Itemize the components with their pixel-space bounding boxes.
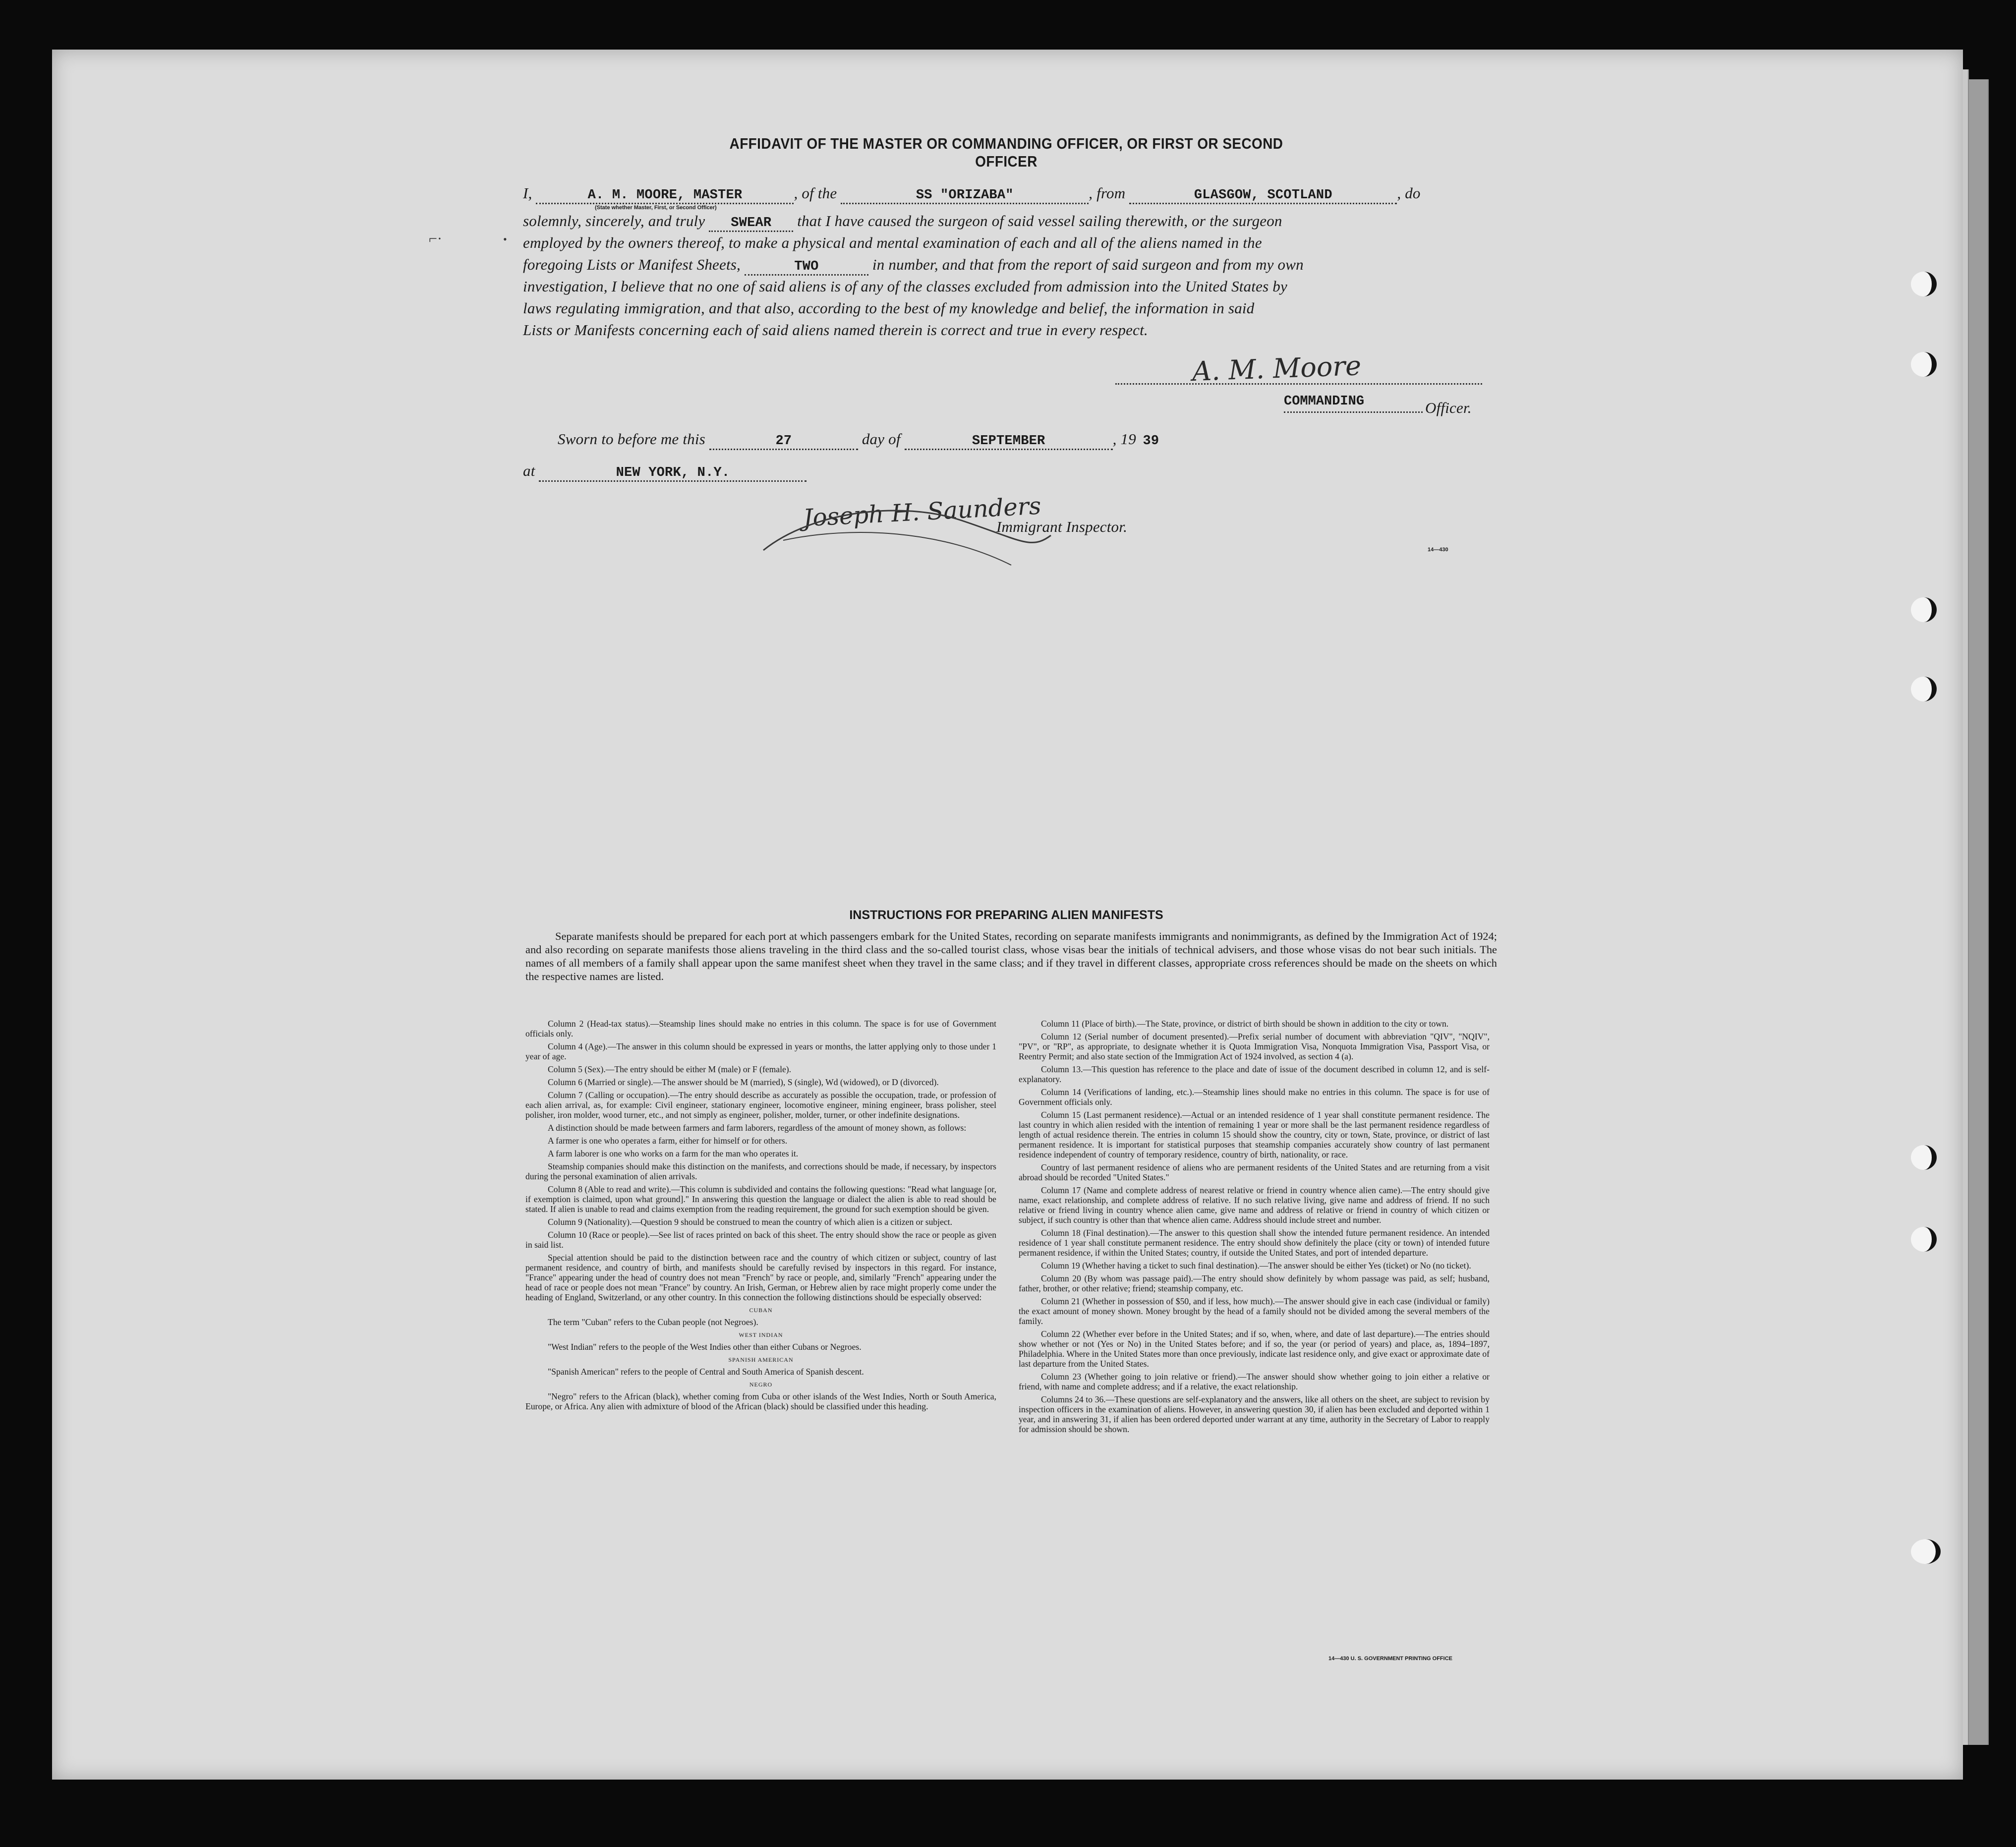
instruction-paragraph: Column 5 (Sex).—The entry should be either M (male) or F (female).: [548, 1064, 792, 1074]
spanish-american-heading: SPANISH AMERICAN: [728, 1356, 794, 1363]
text: solemnly, sincerely, and truly: [523, 212, 705, 230]
instruction-paragraph: Column 19 (Whether having a ticket to such final destination).—The answer should be either Yes (ticket) or No (no ticket).: [1041, 1261, 1471, 1270]
instruction-paragraph: Column 4 (Age).—The answer in this column should be expressed in years or months, the latter applying only to those under 1 year of age.: [525, 1041, 996, 1061]
text: , 19: [1112, 430, 1136, 448]
text: at: [523, 462, 535, 479]
instructions-intro: Separate manifests should be prepared for each port at which passengers embark for the United States, recording on separate manifests immigrants and nonimmigrants, as defined by the Immigration Act of 1924; and also recording on separate manifests those aliens traveling in the third class and the so-called tourist class, whose visas bear the initials of technical advisers, and those whose visas do not bear such initials. The names of all members of a family shall appear upon the same manifest sheet when they travel in the same class; and if they travel in different classes, appropriate cross references should be made on the sheets on which the respective names are listed.: [525, 930, 1497, 982]
sworn-place-field: NEW YORK, N.Y.: [539, 465, 806, 482]
text: I,: [523, 184, 532, 202]
affidavit-line-7: Lists or Manifests concerning each of said aliens named therein is correct and true in every respect.: [523, 321, 1148, 339]
negro-heading: NEGRO: [749, 1381, 773, 1388]
instruction-paragraph: Special attention should be paid to the distinction between race and the country of which citizen or subject, country of last permanent residence, and country of birth, and manifests should be carefully revised by inspectors in this regard. For instance, "France" appearing under the head of country does not mean "French" by race or people, and, similarly "French" appearing under the head of race or people does not mean "France" by country. An Irish, German, or Hebrew alien by race might properly come under the heading of England, Switzerland, or any other country. In this connection the following distinctions should be especially observed:: [525, 1253, 996, 1302]
instruction-paragraph: Columns 24 to 36.—These questions are self-explanatory and the answers, like all others on the sheet, are subject to revision by inspection officers in the examination of aliens. However, in answering question 30, if alien has been excluded and deported within 1 year, and in answering 31, if alien has been ordered deported under warrant at any time, authority in the Secretary of Labor to reapply for admission should be shown.: [1019, 1394, 1490, 1434]
instruction-paragraph: A distinction should be made between farmers and farm laborers, regardless of the amount of money shown, as follows:: [548, 1123, 967, 1133]
instruction-paragraph: Column 18 (Final destination).—The answer to this question shall show the intended future permanent residence. An intended residence of 1 year shall constitute permanent residence. The entry should show definitely the place (city or town) of intended future permanent residence, if within the United States; country, if outside the United States, and port of intended departure.: [1019, 1228, 1490, 1258]
master-signature: A. M. Moore: [1192, 350, 1362, 387]
text: , do: [1397, 184, 1421, 202]
cuban-heading: CUBAN: [749, 1307, 773, 1314]
instructions-left-column: [525, 1019, 996, 1414]
text: Sworn to before me this: [558, 430, 705, 448]
instruction-paragraph: Column 23 (Whether going to join relative or friend).—The answer should show whether going to join either a relative or friend, with name and complete address; and if a relative, the exact relationship.: [1019, 1372, 1490, 1391]
officer-word: Officer.: [1425, 399, 1472, 416]
binder-hole: [1911, 272, 1937, 296]
affidavit-line-1: [523, 184, 1421, 204]
instruction-paragraph: Column 20 (By whom was passage paid).—The entry should show definitely by whom passage was paid, as self; husband, father, brother, or other relative; friend; steamship company, etc.: [1019, 1273, 1490, 1293]
instruction-paragraph: Column 22 (Whether ever before in the United States; and if so, when, where, and date of last departure).—The entries should show whether or not (Yes or No) in the United States before; and if so, the year (or period of years) and place, as, 1894–1897, Philadelphia. Where in the United States more than once previously, indicate last residence only, and give exact or approximate date of last departure from the United States.: [1019, 1329, 1490, 1369]
text: foregoing Lists or Manifest Sheets,: [523, 256, 741, 273]
affidavit-line-4: [523, 256, 1304, 276]
instruction-paragraph: Column 8 (Able to read and write).—This column is subdivided and contains the following questions: "Read what language [or, if exemption is claimed, upon what ground]." In answering this question the language or dialect the alien is able to read should be stated. If alien is unable to read and claims exemption from the reading requirement, the ground for such exemption should be given.: [525, 1184, 996, 1214]
instruction-paragraph: Column 14 (Verifications of landing, etc.).—Steamship lines should make no entries in this column. The space is for use of Government officials only.: [1019, 1087, 1490, 1107]
sworn-place-line: [523, 462, 806, 482]
instruction-paragraph: Column 17 (Name and complete address of nearest relative or friend in country whence alien came).—The entry should give name, exact relationship, and complete address of relative. If no such relative living, give name and address of friend. If no such relative or friend living in country whence alien came, give name and address of relative or friend in country of which citizen or subject, if such country is other than that whence alien came. Address should include street and number.: [1019, 1185, 1490, 1225]
sheet-count-field: TWO: [745, 259, 868, 276]
sworn-year-field: 39: [1143, 434, 1159, 449]
binder-hole: [1911, 1227, 1937, 1252]
instruction-paragraph: Steamship companies should make this distinction on the manifests, and corrections should be made, if necessary, by inspectors during the personal examination of alien arrivals.: [525, 1161, 996, 1181]
text: , of the: [794, 184, 837, 202]
text: day of: [862, 430, 901, 448]
affidavit-line-6: laws regulating immigration, and that also, according to the best of my knowledge and belief, the information in said: [523, 299, 1255, 317]
margin-mark: ⌐·: [429, 231, 442, 247]
instruction-paragraph: Column 21 (Whether in possession of $50, and if less, how much).—The answer should give in each case (individual or family) the exact amount of money shown. Money brought by the head of a family should not be divided among the several members of the family.: [1019, 1296, 1490, 1326]
instruction-paragraph: Country of last permanent residence of aliens who are permanent residents of the United States and are returning from a visit abroad should be recorded "United States.": [1019, 1162, 1490, 1182]
sworn-day-field: 27: [709, 434, 858, 450]
rank-underline: [1284, 411, 1423, 413]
inspector-title: Immigrant Inspector.: [996, 518, 1128, 535]
binder-hole: [1911, 677, 1937, 701]
master-name-field: A. M. MOORE, MASTER: [536, 188, 794, 204]
instructions-title: INSTRUCTIONS FOR PREPARING ALIEN MANIFESTS: [849, 908, 1163, 922]
affidavit-title: AFFIDAVIT OF THE MASTER OR COMMANDING OFFICER, OR FIRST OR SECOND OFFICER: [729, 135, 1283, 170]
binder-hole: [1911, 352, 1937, 377]
instruction-paragraph: A farmer is one who operates a farm, either for himself or for others.: [548, 1136, 788, 1146]
text: that I have caused the surgeon of said vessel sailing therewith, or the surgeon: [797, 212, 1282, 230]
oath-field: SWEAR: [709, 216, 793, 232]
text: in number, and that from the report of said surgeon and from my own: [872, 256, 1304, 273]
west-indian-heading: WEST INDIAN: [739, 1331, 783, 1338]
spanish-american-text: "Spanish American" refers to the people of Central and South America of Spanish descent.: [548, 1367, 864, 1377]
binder-hole: [1911, 597, 1937, 622]
inspector-signature: Joseph H. Saunders: [802, 492, 1042, 532]
form-number: 14—430: [1428, 547, 1448, 553]
margin-mark: •: [503, 233, 507, 245]
instruction-paragraph: Column 11 (Place of birth).—The State, province, or district of birth should be shown in addition to the city or town.: [1041, 1019, 1449, 1029]
officer-rank-note: (State whether Master, First, or Second Officer): [595, 205, 717, 211]
printer-note: 14—430 U. S. GOVERNMENT PRINTING OFFICE: [1328, 1656, 1452, 1662]
sworn-line: [558, 430, 1166, 450]
instruction-paragraph: Column 6 (Married or single).—The answer should be M (married), S (single), Wd (widowed), or D (divorced).: [548, 1077, 939, 1087]
instruction-paragraph: Column 13.—This question has reference to the place and date of issue of the document described in column 12, and is self-explanatory.: [1019, 1064, 1490, 1084]
sworn-month-field: SEPTEMBER: [905, 434, 1113, 450]
affidavit-line-2: [523, 212, 1282, 232]
binder-hole: [1911, 1539, 1941, 1564]
cuban-text: The term "Cuban" refers to the Cuban people (not Negroes).: [548, 1317, 758, 1327]
instruction-paragraph: Column 7 (Calling or occupation).—The entry should describe as accurately as possible the occupation, trade, or profession of each alien arrival, as, for example: Civil engineer, stationary engineer, locomotive engineer, mining engineer, brass polisher, steel polisher, iron molder, wood turner, etc., and not simply as engineer, polisher, molder, turner, or other indefinite designations.: [525, 1090, 996, 1120]
binder-hole: [1911, 1145, 1937, 1170]
vessel-name-field: SS "ORIZABA": [841, 188, 1089, 204]
text: , from: [1089, 184, 1126, 202]
instruction-paragraph: Column 15 (Last permanent residence).—Actual or an intended residence of 1 year shall constitute permanent residence. The last country in which alien resided with the intention of remaining 1 year or more shall be the last permanent residence regardless of length of actual residence therein. The entries in column 15 should show the country, city or town, State, province, or district of last permanent residence. It is important for statistical purposes that steamship companies accurately show country of last permanent residence independent of country of temporary residence, country of birth, nationality, or race.: [1019, 1110, 1490, 1159]
instruction-paragraph: Column 12 (Serial number of document presented).—Prefix serial number of document with abbreviation "QIV", "NQIV", "PV", or "RP", as appropriate, to designate whether it is Quota Immigration Visa, Nonquota Immigration Visa, Passport Visa, or Reentry Permit; and also state section of the Immigration Act of 1924 involved, as section 4 (a).: [1019, 1032, 1490, 1061]
instructions-right-column: [1019, 1019, 1490, 1437]
port-field: GLASGOW, SCOTLAND: [1129, 188, 1397, 204]
instruction-paragraph: Column 2 (Head-tax status).—Steamship lines should make no entries in this column. The space is for use of Government officials only.: [525, 1019, 996, 1039]
affidavit-line-5: investigation, I believe that no one of said aliens is of any of the classes excluded from admission into the United States by: [523, 278, 1287, 295]
negro-text: "Negro" refers to the African (black), whether coming from Cuba or other islands of the West Indies, North or South America, Europe, or Africa. Any alien with admixture of blood of the African (black) should be classified under this heading.: [525, 1391, 996, 1411]
instruction-paragraph: Column 9 (Nationality).—Question 9 should be construed to mean the country of which alien is a citizen or subject.: [548, 1217, 952, 1227]
rank-field: COMMANDING: [1284, 394, 1365, 409]
instruction-paragraph: Column 10 (Race or people).—See list of races printed on back of this sheet. The entry should show the race or people as given in said list.: [525, 1230, 996, 1250]
west-indian-text: "West Indian" refers to the people of the West Indies other than either Cubans or Negroes.: [548, 1342, 862, 1352]
instruction-paragraph: A farm laborer is one who works on a farm for the man who operates it.: [548, 1149, 799, 1158]
affidavit-line-3: employed by the owners thereof, to make a physical and mental examination of each and all of the aliens named in the: [523, 234, 1262, 251]
